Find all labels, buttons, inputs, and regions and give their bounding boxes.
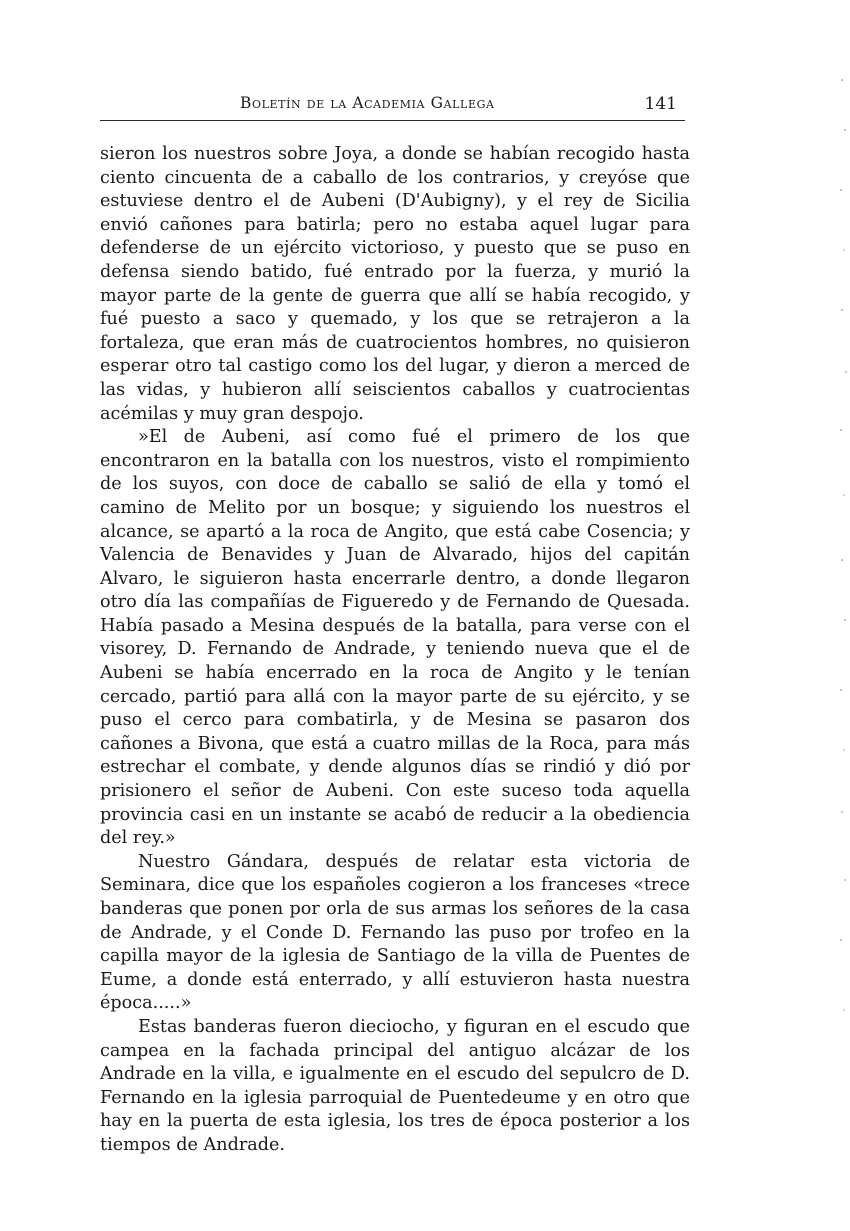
body-text [100, 143, 690, 1158]
running-header [100, 92, 685, 122]
paragraph-continuation: sieron los nuestros sobre Joya, a donde se habían recogido hasta ciento cincuenta de a caballo de los contrarios, y creyóse que estuviese dentro el de Aubeni (D'Aubigny), y el rey de Sicilia envió cañones para batirla; pero no estaba aquel lugar para defenderse de un ejército victorioso, y puesto que se puso en defensa siendo batido, fué entrado por la fuerza, y murió la mayor parte de la gente de guerra que allí se había recogido, y fué puesto a saco y quemado, y los que se retrajeron a la fortaleza, que eran más de cuatrocientos hombres, no quisieron esperar otro tal castigo como los del lugar, y dieron a merced de las vidas, y hubieron allí seiscientos caballos y cuatrocientas acémilas y muy gran despojo. [100, 144, 690, 424]
paragraph-gandara: Nuestro Gándara, después de relatar esta victoria de Seminara, dice que los españoles cogieron a los franceses «trece banderas que ponen por orla de sus armas los señores de la casa de Andrade, y el Conde D. Fernando las puso por trofeo en la capilla mayor de la iglesia de Santiago de la villa de Puentes de Eume, a donde está enterrado, y allí estuvieron hasta nuestra época.....» [100, 851, 690, 1014]
journal-title: Boletín de la Academia Gallega [240, 94, 495, 112]
page-edge-specks [836, 0, 850, 1231]
paragraph-quote-aubeni: »El de Aubeni, así como fué el primero de los que encontraron en la batalla con los nuestros, visto el rompimiento de los suyos, con doce de caballo se salió de ella y tomó el camino de Melito por un bosque; y siguiendo los nuestros el alcance, se apartó a la roca de Angito, que está cabe Cosencia; y Valencia de Benavides y Juan de Alvarado, hijos del capitán Alvaro, le siguieron hasta encerrarle dentro, a donde llegaron otro día las compañías de Figueredo y de Fernando de Quesada. Había pasado a Mesina después de la batalla, para verse con el visorey, D. Fernando de Andrade, y teniendo nueva que el de Aubeni se había encerrado en la roca de Angito y le tenían cercado, partió para allá con la mayor parte de su ejército, y se puso el cerco para combatirla, y de Mesina se pasaron dos cañones a Bivona, que está a cuatro millas de la Roca, para más estrechar el combate, y dende algunos días se rindió y dió por prisionero el señor de Aubeni. Con este suceso toda aquella provincia casi en un instante se acabó de reducir a la obediencia del rey.» [100, 427, 690, 849]
header-rule [100, 120, 685, 121]
paragraph-banderas: Estas banderas fueron dieciocho, y figuran en el escudo que campea en la fachada principal del antiguo alcázar de los Andrade en la villa, e igualmente en el escudo del sepulcro de D. Fernando en la iglesia parroquial de Puentedeume y en otro que hay en la puerta de esta iglesia, los tres de época posterior a los tiempos de Andrade. [100, 1016, 690, 1155]
page-number: 141 [644, 94, 677, 114]
